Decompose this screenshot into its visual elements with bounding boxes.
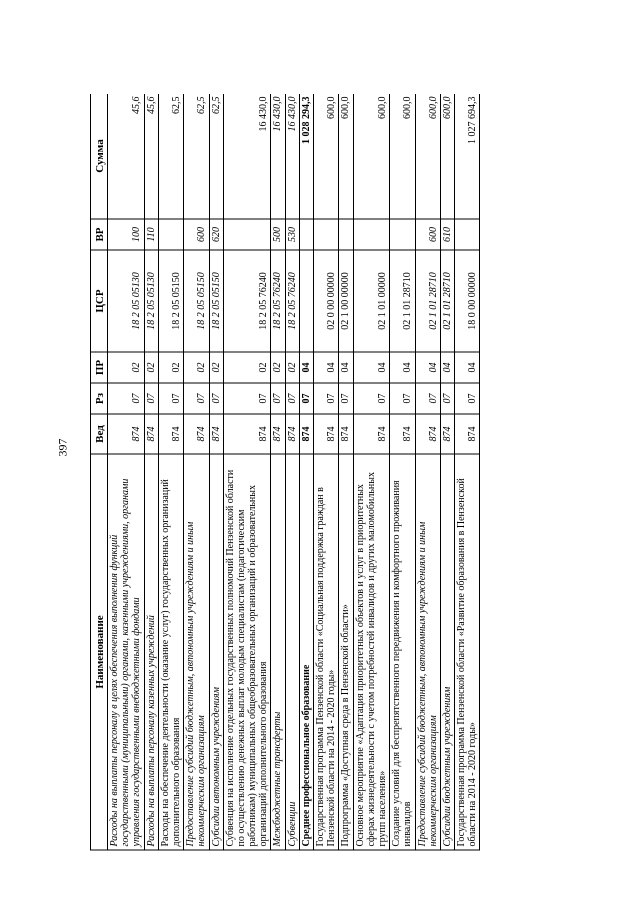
- cell-pr: 04: [415, 352, 440, 383]
- cell-name: Государственная программа Пензенской области «Развитие образования в Пензенской области на 2014 - 2020 годы»: [455, 454, 480, 850]
- cell-rz: 07: [314, 383, 339, 414]
- cell-pr: 04: [314, 352, 339, 383]
- cell-csr: 18 2 05 05150: [184, 250, 209, 352]
- cell-name: Основное мероприятие «Адаптация приоритетных объектов и услуг в приоритетных сферах жизнедеятельности с учетом потребностей инвалидов и других маломобильных групп населения»: [353, 454, 390, 850]
- table-row: [455, 94, 480, 850]
- cell-rz: 07: [271, 383, 285, 414]
- cell-csr: 18 2 05 05150: [209, 250, 223, 352]
- table-row: [209, 94, 223, 850]
- cell-pr: 02: [271, 352, 285, 383]
- cell-sum: 16 430,0: [271, 94, 285, 219]
- cell-pr: 02: [158, 352, 183, 383]
- cell-pr: 02: [108, 352, 145, 383]
- table-row: [108, 94, 145, 850]
- cell-name: Субсидии автономным учреждениям: [209, 454, 223, 850]
- cell-ved: 874: [209, 414, 223, 454]
- cell-name: Предоставление субсидий бюджетным, автономным учреждениям и иным некоммерческим организациям: [184, 454, 209, 850]
- cell-ved: 874: [455, 414, 480, 454]
- cell-sum: 600,0: [415, 94, 440, 219]
- cell-sum: 600,0: [390, 94, 415, 219]
- cell-name: Подпрограмма «Доступная среда в Пензенской области»: [339, 454, 353, 850]
- table-row: [353, 94, 390, 850]
- cell-csr: 18 2 05 05130: [108, 250, 145, 352]
- header-rz: Рз: [91, 383, 108, 414]
- cell-rz: 07: [209, 383, 223, 414]
- cell-vr: 620: [209, 219, 223, 250]
- cell-vr: [353, 219, 390, 250]
- cell-rz: 07: [353, 383, 390, 414]
- cell-vr: [223, 219, 271, 250]
- cell-rz: 07: [415, 383, 440, 414]
- cell-rz: 07: [184, 383, 209, 414]
- cell-ved: 874: [390, 414, 415, 454]
- cell-pr: 02: [285, 352, 299, 383]
- cell-sum: 16 430,0: [223, 94, 271, 219]
- table-row: [223, 94, 271, 850]
- page-number: 397: [55, 438, 70, 457]
- cell-sum: 600,0: [440, 94, 454, 219]
- cell-vr: [299, 219, 313, 250]
- cell-vr: 600: [415, 219, 440, 250]
- table-container: [90, 94, 550, 851]
- cell-pr: 02: [209, 352, 223, 383]
- cell-vr: 530: [285, 219, 299, 250]
- cell-sum: 62,5: [184, 94, 209, 219]
- cell-vr: 110: [144, 219, 158, 250]
- cell-pr: 04: [353, 352, 390, 383]
- header-sum: Сумма: [91, 94, 108, 219]
- cell-pr: 04: [455, 352, 480, 383]
- cell-csr: 02 1 01 28710: [415, 250, 440, 352]
- cell-name: Предоставление субсидий бюджетным, автономным учреждениям и иным некоммерческим организациям: [415, 454, 440, 850]
- cell-ved: 874: [108, 414, 145, 454]
- header-name: Наименование: [91, 454, 108, 850]
- cell-vr: [339, 219, 353, 250]
- budget-table: [90, 94, 550, 851]
- table-row: [158, 94, 183, 850]
- cell-name: Создание условий для беспрепятственного передвижения и комфортного проживания инвалидов: [390, 454, 415, 850]
- cell-csr: 02 1 01 28710: [390, 250, 415, 352]
- cell-sum: 62,5: [158, 94, 183, 219]
- cell-rz: 07: [440, 383, 454, 414]
- header-pr: ПР: [91, 352, 108, 383]
- cell-rz: 07: [455, 383, 480, 414]
- cell-ved: 874: [285, 414, 299, 454]
- cell-pr: 02: [184, 352, 209, 383]
- cell-vr: [158, 219, 183, 250]
- table-row: [415, 94, 440, 850]
- cell-ved: 874: [144, 414, 158, 454]
- cell-pr: 02: [144, 352, 158, 383]
- table-row: [285, 94, 299, 850]
- cell-csr: 02 1 01 28710: [440, 250, 454, 352]
- table-row: [144, 94, 158, 850]
- cell-rz: 07: [158, 383, 183, 414]
- cell-ved: 874: [353, 414, 390, 454]
- cell-name: Государственная программа Пензенской области «Социальная поддержка граждан в Пензенской области на 2014 - 2020 годы»: [314, 454, 339, 850]
- cell-name: Межбюджетные трансферты: [271, 454, 285, 850]
- cell-csr: [299, 250, 313, 352]
- cell-csr: 02 1 00 00000: [339, 250, 353, 352]
- cell-rz: 07: [144, 383, 158, 414]
- cell-ved: 874: [299, 414, 313, 454]
- cell-sum: 45,6: [108, 94, 145, 219]
- cell-ved: 874: [271, 414, 285, 454]
- cell-rz: 07: [339, 383, 353, 414]
- cell-sum: 1 027 694,3: [455, 94, 480, 219]
- cell-pr: 04: [339, 352, 353, 383]
- header-row: [91, 94, 108, 850]
- table-row: [271, 94, 285, 850]
- cell-name: Расходы на выплаты персоналу в целях обеспечения выполнения функций государственными (муниципальными) органами, казенными учреждениями, органами управления государственными внебюджетными фондами: [108, 454, 145, 850]
- cell-vr: 610: [440, 219, 454, 250]
- cell-csr: 18 2 05 76240: [223, 250, 271, 352]
- cell-rz: 07: [108, 383, 145, 414]
- cell-pr: 04: [440, 352, 454, 383]
- cell-name: Расходы на выплаты персоналу казенных учреждений: [144, 454, 158, 850]
- table-row: [339, 94, 353, 850]
- table-row: [390, 94, 415, 850]
- cell-csr: 18 0 00 00000: [455, 250, 480, 352]
- cell-ved: 874: [223, 414, 271, 454]
- cell-rz: 07: [223, 383, 271, 414]
- cell-csr: 18 2 05 76240: [285, 250, 299, 352]
- cell-sum: 600,0: [339, 94, 353, 219]
- cell-vr: 500: [271, 219, 285, 250]
- cell-ved: 874: [415, 414, 440, 454]
- cell-vr: [390, 219, 415, 250]
- cell-csr: 18 2 05 05150: [158, 250, 183, 352]
- cell-vr: [455, 219, 480, 250]
- cell-rz: 07: [390, 383, 415, 414]
- table-row: [440, 94, 454, 850]
- cell-name: Субвенции: [285, 454, 299, 850]
- cell-sum: 62,5: [209, 94, 223, 219]
- cell-ved: 874: [339, 414, 353, 454]
- cell-vr: [314, 219, 339, 250]
- cell-sum: 600,0: [353, 94, 390, 219]
- cell-sum: 16 430,0: [285, 94, 299, 219]
- table-row: [184, 94, 209, 850]
- cell-name: Субсидии бюджетным учреждениям: [440, 454, 454, 850]
- table-row: [299, 94, 313, 850]
- cell-pr: 02: [223, 352, 271, 383]
- table-body: [108, 94, 480, 850]
- cell-sum: 600,0: [314, 94, 339, 219]
- cell-rz: 07: [285, 383, 299, 414]
- cell-vr: 600: [184, 219, 209, 250]
- cell-csr: 02 0 00 00000: [314, 250, 339, 352]
- header-ved: Вед: [91, 414, 108, 454]
- header-csr: ЦСР: [91, 250, 108, 352]
- header-vr: ВР: [91, 219, 108, 250]
- cell-vr: 100: [108, 219, 145, 250]
- cell-name: Расходы на обеспечение деятельности (оказание услуг) государственных организаций дополнительного образования: [158, 454, 183, 850]
- cell-ved: 874: [314, 414, 339, 454]
- cell-ved: 874: [158, 414, 183, 454]
- cell-csr: 02 1 01 00000: [353, 250, 390, 352]
- cell-csr: 18 2 05 76240: [271, 250, 285, 352]
- cell-name: Среднее профессиональное образование: [299, 454, 313, 850]
- cell-sum: 1 028 294,3: [299, 94, 313, 219]
- cell-rz: 07: [299, 383, 313, 414]
- cell-pr: 04: [390, 352, 415, 383]
- cell-sum: 45,6: [144, 94, 158, 219]
- table-row: [314, 94, 339, 850]
- cell-csr: 18 2 05 05130: [144, 250, 158, 352]
- cell-ved: 874: [184, 414, 209, 454]
- cell-ved: 874: [440, 414, 454, 454]
- cell-name: Субвенция на исполнение отдельных государственных полномочий Пензенской области по осуществлению денежных выплат молодым специалистам (педагогическим работникам) муниципальных общеобразовательных организаций и образовательных организаций дополнительного образования: [223, 454, 271, 850]
- cell-pr: 04: [299, 352, 313, 383]
